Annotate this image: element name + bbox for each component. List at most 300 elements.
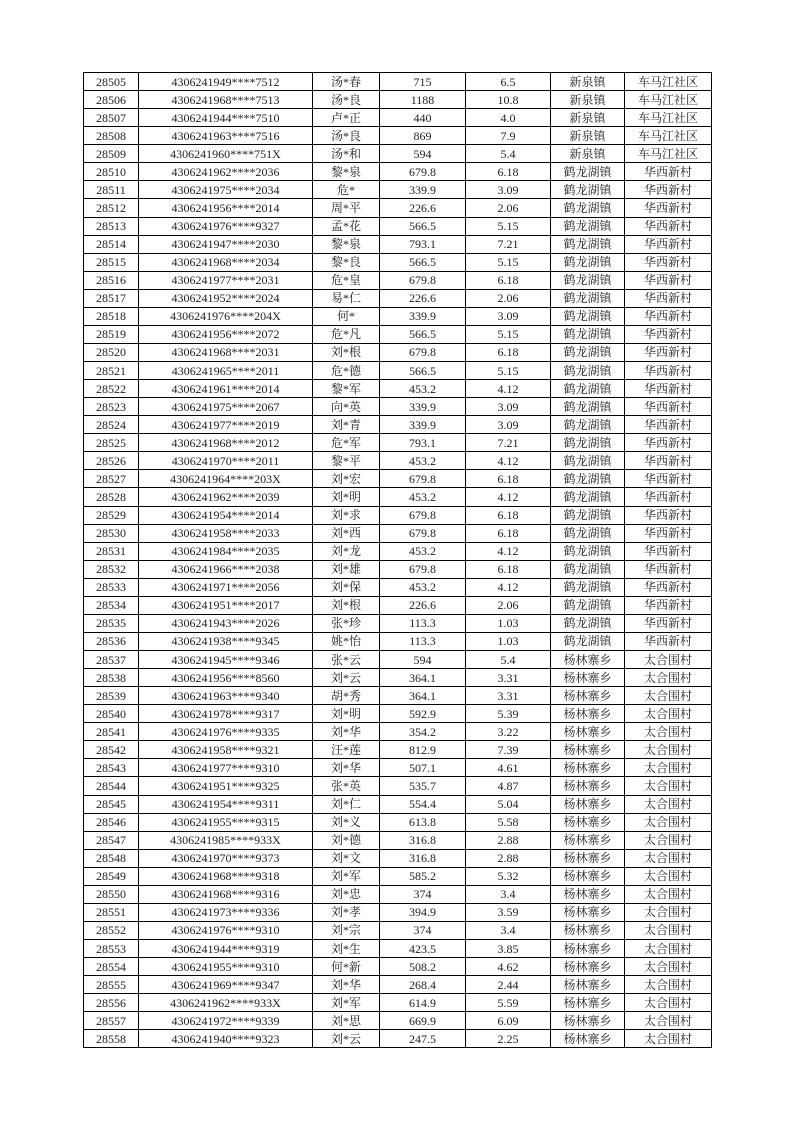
village-cell: 车马江社区	[625, 73, 712, 91]
area-cell: 4.62	[466, 958, 551, 976]
table-row	[84, 362, 712, 380]
table-row	[84, 741, 712, 759]
amount-cell: 507.1	[380, 759, 466, 777]
serial-number-cell: 28551	[84, 903, 139, 921]
amount-cell: 339.9	[380, 307, 466, 325]
village-cell: 华西新村	[625, 452, 712, 470]
village-cell: 太合围村	[625, 976, 712, 994]
town-cell: 鹤龙湖镇	[551, 614, 625, 632]
id-number-cell: 4306241970****2011	[139, 452, 313, 470]
serial-number-cell: 28542	[84, 741, 139, 759]
amount-cell: 339.9	[380, 398, 466, 416]
name-cell: 刘*雄	[313, 560, 380, 578]
town-cell: 鹤龙湖镇	[551, 253, 625, 271]
town-cell: 鹤龙湖镇	[551, 398, 625, 416]
id-number-cell: 4306241962****2039	[139, 488, 313, 506]
town-cell: 新泉镇	[551, 145, 625, 163]
amount-cell: 566.5	[380, 217, 466, 235]
area-cell: 5.59	[466, 994, 551, 1012]
id-number-cell: 4306241973****9336	[139, 903, 313, 921]
village-cell: 太合围村	[625, 994, 712, 1012]
name-cell: 刘*忠	[313, 885, 380, 903]
serial-number-cell: 28512	[84, 199, 139, 217]
village-cell: 华西新村	[625, 307, 712, 325]
amount-cell: 316.8	[380, 849, 466, 867]
id-number-cell: 4306241962****2036	[139, 163, 313, 181]
area-cell: 2.88	[466, 831, 551, 849]
town-cell: 杨林寨乡	[551, 921, 625, 939]
table-body	[84, 73, 712, 1048]
area-cell: 1.03	[466, 632, 551, 650]
serial-number-cell: 28510	[84, 163, 139, 181]
table-row	[84, 253, 712, 271]
amount-cell: 453.2	[380, 452, 466, 470]
town-cell: 鹤龙湖镇	[551, 271, 625, 289]
name-cell: 刘*仁	[313, 795, 380, 813]
id-number-cell: 4306241947****2030	[139, 235, 313, 253]
id-number-cell: 4306241985****933X	[139, 831, 313, 849]
town-cell: 新泉镇	[551, 109, 625, 127]
village-cell: 华西新村	[625, 199, 712, 217]
table-row	[84, 903, 712, 921]
name-cell: 汪*莲	[313, 741, 380, 759]
area-cell: 6.18	[466, 560, 551, 578]
village-cell: 太合围村	[625, 723, 712, 741]
area-cell: 4.0	[466, 109, 551, 127]
town-cell: 杨林寨乡	[551, 958, 625, 976]
table-row	[84, 506, 712, 524]
serial-number-cell: 28508	[84, 127, 139, 145]
amount-cell: 869	[380, 127, 466, 145]
name-cell: 姚*怡	[313, 632, 380, 650]
name-cell: 周*平	[313, 199, 380, 217]
area-cell: 7.9	[466, 127, 551, 145]
serial-number-cell: 28527	[84, 470, 139, 488]
town-cell: 杨林寨乡	[551, 885, 625, 903]
village-cell: 华西新村	[625, 560, 712, 578]
village-cell: 华西新村	[625, 488, 712, 506]
area-cell: 4.87	[466, 777, 551, 795]
town-cell: 杨林寨乡	[551, 759, 625, 777]
table-row	[84, 235, 712, 253]
serial-number-cell: 28505	[84, 73, 139, 91]
serial-number-cell: 28543	[84, 759, 139, 777]
village-cell: 太合围村	[625, 741, 712, 759]
table-row	[84, 651, 712, 669]
table-row	[84, 271, 712, 289]
town-cell: 鹤龙湖镇	[551, 416, 625, 434]
village-cell: 华西新村	[625, 235, 712, 253]
serial-number-cell: 28556	[84, 994, 139, 1012]
table-row	[84, 73, 712, 91]
table-row	[84, 470, 712, 488]
amount-cell: 585.2	[380, 867, 466, 885]
village-cell: 太合围村	[625, 687, 712, 705]
table-row	[84, 416, 712, 434]
village-cell: 华西新村	[625, 325, 712, 343]
amount-cell: 316.8	[380, 831, 466, 849]
data-table	[83, 72, 712, 1048]
village-cell: 太合围村	[625, 777, 712, 795]
id-number-cell: 4306241965****2011	[139, 362, 313, 380]
area-cell: 6.09	[466, 1012, 551, 1030]
amount-cell: 679.8	[380, 163, 466, 181]
village-cell: 华西新村	[625, 398, 712, 416]
name-cell: 刘*根	[313, 596, 380, 614]
amount-cell: 113.3	[380, 632, 466, 650]
name-cell: 张*珍	[313, 614, 380, 632]
serial-number-cell: 28534	[84, 596, 139, 614]
amount-cell: 679.8	[380, 524, 466, 542]
village-cell: 车马江社区	[625, 145, 712, 163]
village-cell: 太合围村	[625, 958, 712, 976]
serial-number-cell: 28536	[84, 632, 139, 650]
area-cell: 5.39	[466, 705, 551, 723]
amount-cell: 812.9	[380, 741, 466, 759]
id-number-cell: 4306241978****9317	[139, 705, 313, 723]
town-cell: 鹤龙湖镇	[551, 560, 625, 578]
village-cell: 华西新村	[625, 253, 712, 271]
area-cell: 10.8	[466, 91, 551, 109]
table-row	[84, 777, 712, 795]
id-number-cell: 4306241955****9315	[139, 813, 313, 831]
table-row	[84, 181, 712, 199]
id-number-cell: 4306241972****9339	[139, 1012, 313, 1030]
id-number-cell: 4306241956****2072	[139, 325, 313, 343]
area-cell: 3.09	[466, 398, 551, 416]
name-cell: 危*德	[313, 362, 380, 380]
area-cell: 2.06	[466, 596, 551, 614]
serial-number-cell: 28550	[84, 885, 139, 903]
village-cell: 太合围村	[625, 831, 712, 849]
serial-number-cell: 28533	[84, 578, 139, 596]
id-number-cell: 4306241951****2017	[139, 596, 313, 614]
area-cell: 3.09	[466, 307, 551, 325]
name-cell: 刘*明	[313, 705, 380, 723]
id-number-cell: 4306241968****9318	[139, 867, 313, 885]
amount-cell: 566.5	[380, 325, 466, 343]
name-cell: 刘*华	[313, 976, 380, 994]
name-cell: 刘*求	[313, 506, 380, 524]
name-cell: 刘*军	[313, 994, 380, 1012]
id-number-cell: 4306241968****2034	[139, 253, 313, 271]
amount-cell: 354.2	[380, 723, 466, 741]
village-cell: 华西新村	[625, 434, 712, 452]
village-cell: 华西新村	[625, 343, 712, 361]
id-number-cell: 4306241970****9373	[139, 849, 313, 867]
area-cell: 1.03	[466, 614, 551, 632]
table-row	[84, 380, 712, 398]
village-cell: 太合围村	[625, 940, 712, 958]
town-cell: 杨林寨乡	[551, 723, 625, 741]
amount-cell: 268.4	[380, 976, 466, 994]
serial-number-cell: 28529	[84, 506, 139, 524]
serial-number-cell: 28506	[84, 91, 139, 109]
amount-cell: 613.8	[380, 813, 466, 831]
area-cell: 2.44	[466, 976, 551, 994]
village-cell: 华西新村	[625, 632, 712, 650]
amount-cell: 594	[380, 145, 466, 163]
id-number-cell: 4306241954****2014	[139, 506, 313, 524]
area-cell: 2.88	[466, 849, 551, 867]
id-number-cell: 4306241943****2026	[139, 614, 313, 632]
table-row	[84, 488, 712, 506]
town-cell: 鹤龙湖镇	[551, 307, 625, 325]
table-row	[84, 578, 712, 596]
serial-number-cell: 28552	[84, 921, 139, 939]
area-cell: 5.4	[466, 651, 551, 669]
serial-number-cell: 28520	[84, 343, 139, 361]
id-number-cell: 4306241955****9310	[139, 958, 313, 976]
area-cell: 3.31	[466, 669, 551, 687]
area-cell: 7.21	[466, 434, 551, 452]
name-cell: 刘*云	[313, 1030, 380, 1048]
serial-number-cell: 28516	[84, 271, 139, 289]
id-number-cell: 4306241960****751X	[139, 145, 313, 163]
amount-cell: 679.8	[380, 506, 466, 524]
name-cell: 刘*根	[313, 343, 380, 361]
table-row	[84, 705, 712, 723]
serial-number-cell: 28531	[84, 542, 139, 560]
table-row	[84, 1030, 712, 1048]
table-row	[84, 921, 712, 939]
name-cell: 胡*秀	[313, 687, 380, 705]
town-cell: 杨林寨乡	[551, 813, 625, 831]
town-cell: 新泉镇	[551, 127, 625, 145]
table-row	[84, 289, 712, 307]
amount-cell: 374	[380, 921, 466, 939]
village-cell: 太合围村	[625, 921, 712, 939]
amount-cell: 715	[380, 73, 466, 91]
serial-number-cell: 28545	[84, 795, 139, 813]
serial-number-cell: 28530	[84, 524, 139, 542]
id-number-cell: 4306241968****7513	[139, 91, 313, 109]
area-cell: 4.12	[466, 542, 551, 560]
area-cell: 3.85	[466, 940, 551, 958]
amount-cell: 566.5	[380, 362, 466, 380]
town-cell: 杨林寨乡	[551, 849, 625, 867]
town-cell: 鹤龙湖镇	[551, 199, 625, 217]
name-cell: 危*凡	[313, 325, 380, 343]
area-cell: 3.59	[466, 903, 551, 921]
area-cell: 2.25	[466, 1030, 551, 1048]
serial-number-cell: 28548	[84, 849, 139, 867]
name-cell: 刘*云	[313, 669, 380, 687]
table-row	[84, 958, 712, 976]
serial-number-cell: 28555	[84, 976, 139, 994]
name-cell: 汤*和	[313, 145, 380, 163]
amount-cell: 679.8	[380, 343, 466, 361]
serial-number-cell: 28540	[84, 705, 139, 723]
id-number-cell: 4306241951****9325	[139, 777, 313, 795]
serial-number-cell: 28549	[84, 867, 139, 885]
table-row	[84, 343, 712, 361]
town-cell: 杨林寨乡	[551, 1012, 625, 1030]
town-cell: 鹤龙湖镇	[551, 181, 625, 199]
area-cell: 2.06	[466, 199, 551, 217]
town-cell: 杨林寨乡	[551, 687, 625, 705]
table-row	[84, 831, 712, 849]
town-cell: 鹤龙湖镇	[551, 488, 625, 506]
id-number-cell: 4306241976****9335	[139, 723, 313, 741]
area-cell: 5.4	[466, 145, 551, 163]
town-cell: 杨林寨乡	[551, 1030, 625, 1048]
serial-number-cell: 28541	[84, 723, 139, 741]
id-number-cell: 4306241954****9311	[139, 795, 313, 813]
serial-number-cell: 28532	[84, 560, 139, 578]
area-cell: 4.12	[466, 488, 551, 506]
town-cell: 鹤龙湖镇	[551, 235, 625, 253]
amount-cell: 374	[380, 885, 466, 903]
amount-cell: 793.1	[380, 235, 466, 253]
amount-cell: 566.5	[380, 253, 466, 271]
name-cell: 刘*孝	[313, 903, 380, 921]
name-cell: 张*云	[313, 651, 380, 669]
area-cell: 6.18	[466, 271, 551, 289]
amount-cell: 423.5	[380, 940, 466, 958]
id-number-cell: 4306241977****9310	[139, 759, 313, 777]
serial-number-cell: 28521	[84, 362, 139, 380]
id-number-cell: 4306241968****2031	[139, 343, 313, 361]
id-number-cell: 4306241984****2035	[139, 542, 313, 560]
serial-number-cell: 28553	[84, 940, 139, 958]
town-cell: 杨林寨乡	[551, 651, 625, 669]
serial-number-cell: 28513	[84, 217, 139, 235]
table-row	[84, 325, 712, 343]
id-number-cell: 4306241968****9316	[139, 885, 313, 903]
serial-number-cell: 28511	[84, 181, 139, 199]
village-cell: 太合围村	[625, 651, 712, 669]
village-cell: 太合围村	[625, 885, 712, 903]
name-cell: 刘*义	[313, 813, 380, 831]
id-number-cell: 4306241968****2012	[139, 434, 313, 452]
table-row	[84, 307, 712, 325]
area-cell: 7.39	[466, 741, 551, 759]
id-number-cell: 4306241976****204X	[139, 307, 313, 325]
village-cell: 华西新村	[625, 614, 712, 632]
area-cell: 2.06	[466, 289, 551, 307]
id-number-cell: 4306241966****2038	[139, 560, 313, 578]
name-cell: 卢*正	[313, 109, 380, 127]
amount-cell: 453.2	[380, 578, 466, 596]
amount-cell: 535.7	[380, 777, 466, 795]
id-number-cell: 4306241949****7512	[139, 73, 313, 91]
town-cell: 鹤龙湖镇	[551, 452, 625, 470]
village-cell: 华西新村	[625, 289, 712, 307]
village-cell: 华西新村	[625, 271, 712, 289]
id-number-cell: 4306241969****9347	[139, 976, 313, 994]
area-cell: 3.22	[466, 723, 551, 741]
serial-number-cell: 28535	[84, 614, 139, 632]
name-cell: 刘*宗	[313, 921, 380, 939]
area-cell: 6.18	[466, 470, 551, 488]
id-number-cell: 4306241938****9345	[139, 632, 313, 650]
village-cell: 太合围村	[625, 813, 712, 831]
amount-cell: 247.5	[380, 1030, 466, 1048]
name-cell: 黎*平	[313, 452, 380, 470]
name-cell: 黎*泉	[313, 163, 380, 181]
town-cell: 鹤龙湖镇	[551, 596, 625, 614]
town-cell: 鹤龙湖镇	[551, 217, 625, 235]
id-number-cell: 4306241962****933X	[139, 994, 313, 1012]
amount-cell: 339.9	[380, 181, 466, 199]
table-row	[84, 145, 712, 163]
village-cell: 华西新村	[625, 596, 712, 614]
serial-number-cell: 28518	[84, 307, 139, 325]
town-cell: 杨林寨乡	[551, 867, 625, 885]
amount-cell: 594	[380, 651, 466, 669]
serial-number-cell: 28522	[84, 380, 139, 398]
id-number-cell: 4306241958****2033	[139, 524, 313, 542]
amount-cell: 453.2	[380, 488, 466, 506]
name-cell: 危*军	[313, 434, 380, 452]
id-number-cell: 4306241975****2067	[139, 398, 313, 416]
name-cell: 危*皇	[313, 271, 380, 289]
village-cell: 太合围村	[625, 1030, 712, 1048]
table-row	[84, 1012, 712, 1030]
table-row	[84, 614, 712, 632]
town-cell: 杨林寨乡	[551, 831, 625, 849]
area-cell: 3.4	[466, 885, 551, 903]
table-row	[84, 813, 712, 831]
table-row	[84, 976, 712, 994]
id-number-cell: 4306241963****7516	[139, 127, 313, 145]
id-number-cell: 4306241975****2034	[139, 181, 313, 199]
name-cell: 刘*思	[313, 1012, 380, 1030]
amount-cell: 1188	[380, 91, 466, 109]
amount-cell: 226.6	[380, 596, 466, 614]
table-row	[84, 669, 712, 687]
area-cell: 5.04	[466, 795, 551, 813]
name-cell: 汤*春	[313, 73, 380, 91]
id-number-cell: 4306241958****9321	[139, 741, 313, 759]
village-cell: 车马江社区	[625, 91, 712, 109]
id-number-cell: 4306241971****2056	[139, 578, 313, 596]
serial-number-cell: 28507	[84, 109, 139, 127]
name-cell: 刘*德	[313, 831, 380, 849]
amount-cell: 339.9	[380, 416, 466, 434]
id-number-cell: 4306241963****9340	[139, 687, 313, 705]
area-cell: 6.18	[466, 524, 551, 542]
town-cell: 鹤龙湖镇	[551, 289, 625, 307]
name-cell: 刘*西	[313, 524, 380, 542]
amount-cell: 669.9	[380, 1012, 466, 1030]
table-row	[84, 994, 712, 1012]
town-cell: 杨林寨乡	[551, 940, 625, 958]
serial-number-cell: 28525	[84, 434, 139, 452]
name-cell: 刘*华	[313, 759, 380, 777]
name-cell: 危*	[313, 181, 380, 199]
serial-number-cell: 28526	[84, 452, 139, 470]
serial-number-cell: 28558	[84, 1030, 139, 1048]
town-cell: 杨林寨乡	[551, 741, 625, 759]
area-cell: 6.18	[466, 343, 551, 361]
area-cell: 3.4	[466, 921, 551, 939]
area-cell: 4.61	[466, 759, 551, 777]
amount-cell: 113.3	[380, 614, 466, 632]
name-cell: 刘*龙	[313, 542, 380, 560]
table-row	[84, 687, 712, 705]
amount-cell: 394.9	[380, 903, 466, 921]
town-cell: 杨林寨乡	[551, 976, 625, 994]
village-cell: 太合围村	[625, 867, 712, 885]
town-cell: 杨林寨乡	[551, 705, 625, 723]
id-number-cell: 4306241944****9319	[139, 940, 313, 958]
area-cell: 6.18	[466, 163, 551, 181]
table-row	[84, 940, 712, 958]
village-cell: 车马江社区	[625, 109, 712, 127]
name-cell: 孟*花	[313, 217, 380, 235]
